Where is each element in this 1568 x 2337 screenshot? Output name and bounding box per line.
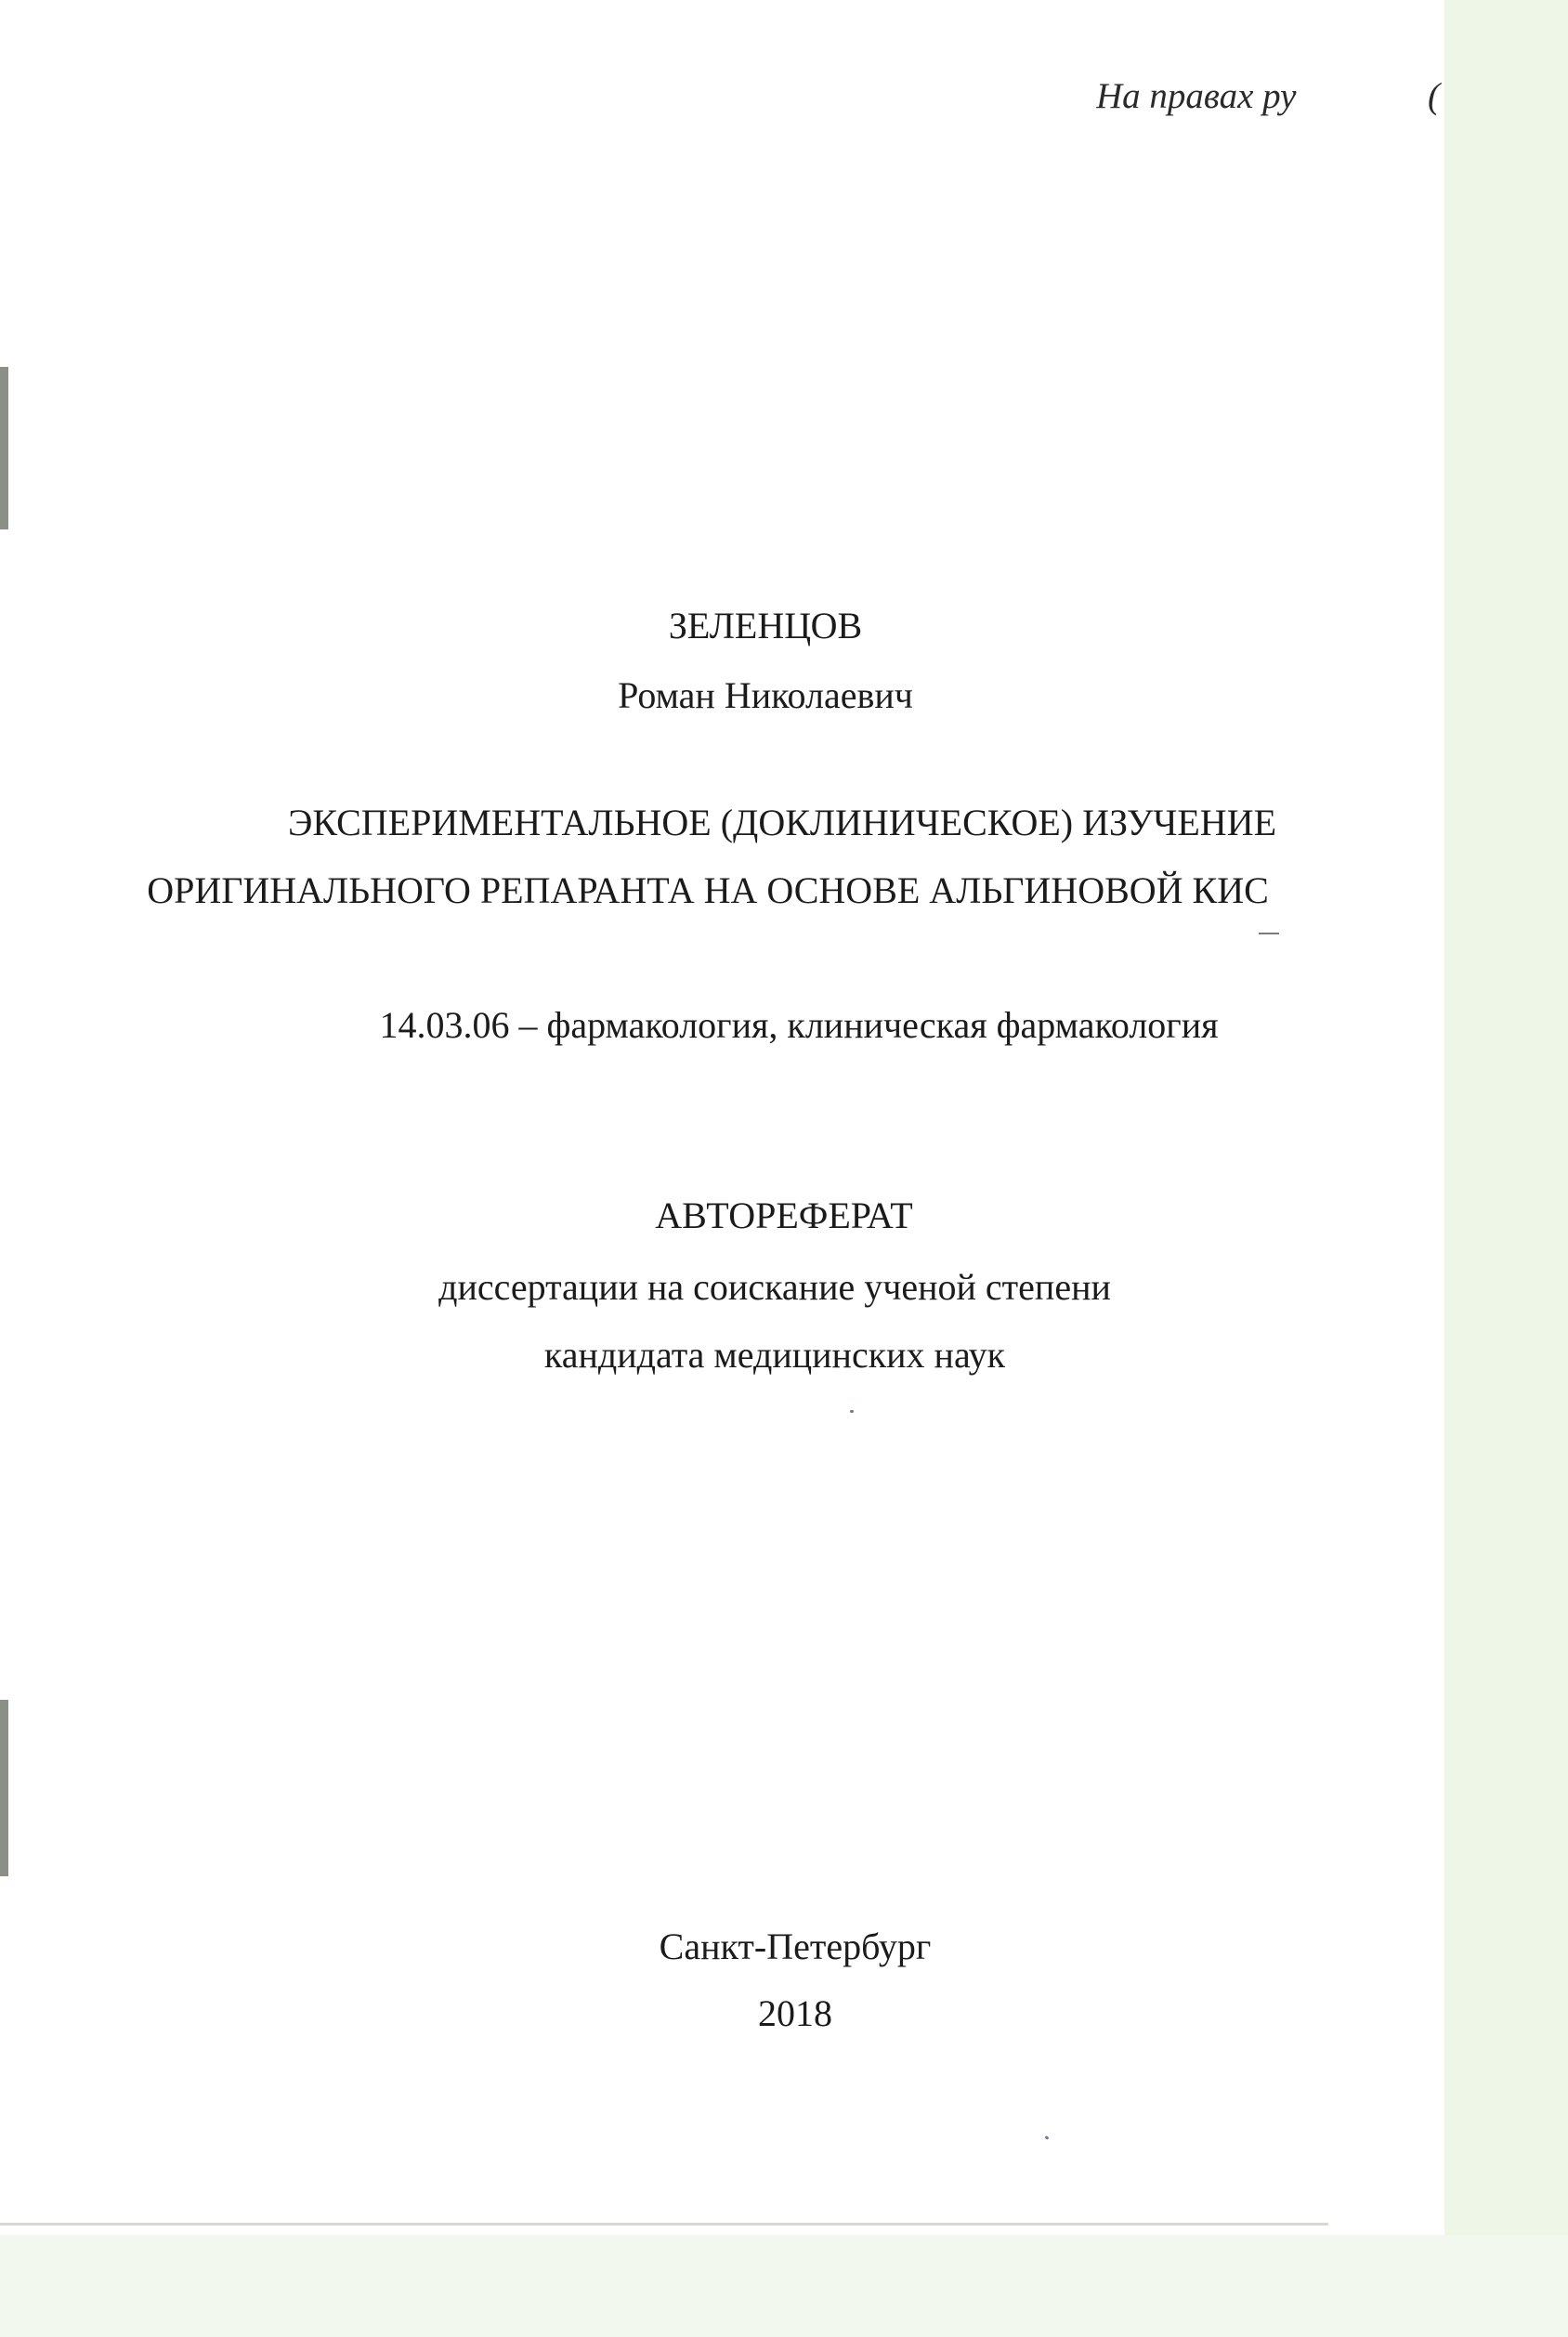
author-surname: ЗЕЛЕНЦОВ: [668, 605, 863, 646]
purpose-line-1: диссертации на соискание ученой степени: [438, 1266, 1111, 1308]
rights-notice: На правах ру: [1096, 76, 1297, 116]
scan-bottom-shading: [0, 2235, 1568, 2337]
ink-speck: [1045, 2135, 1050, 2140]
staple-mark-top: [0, 367, 8, 529]
page-fold-line: [0, 2223, 1328, 2226]
scan-dash-mark: [1259, 933, 1279, 934]
staple-mark-bottom: [0, 1700, 8, 1876]
author-name: Роман Николаевич: [618, 674, 913, 716]
document-type: АВТОРЕФЕРАТ: [655, 1195, 913, 1236]
city: Санкт-Петербург: [659, 1926, 932, 1967]
specialty-code: 14.03.06 – фармакология, клиническая фармакология: [379, 1004, 1219, 1046]
rights-notice-fragment: (: [1428, 76, 1440, 116]
title-line-2: ОРИГИНАЛЬНОГО РЕПАРАНТА НА ОСНОВЕ АЛЬГИНОВОЙ КИС: [147, 869, 1269, 911]
purpose-line-2: кандидата медицинских наук: [543, 1334, 1006, 1376]
scan-edge-shading: [1444, 0, 1568, 2337]
ink-speck: [850, 1410, 854, 1413]
year: 2018: [758, 1992, 832, 2034]
title-line-1: ЭКСПЕРИМЕНТАЛЬНОЕ (ДОКЛИНИЧЕСКОЕ) ИЗУЧЕНИЕ: [287, 802, 1277, 843]
